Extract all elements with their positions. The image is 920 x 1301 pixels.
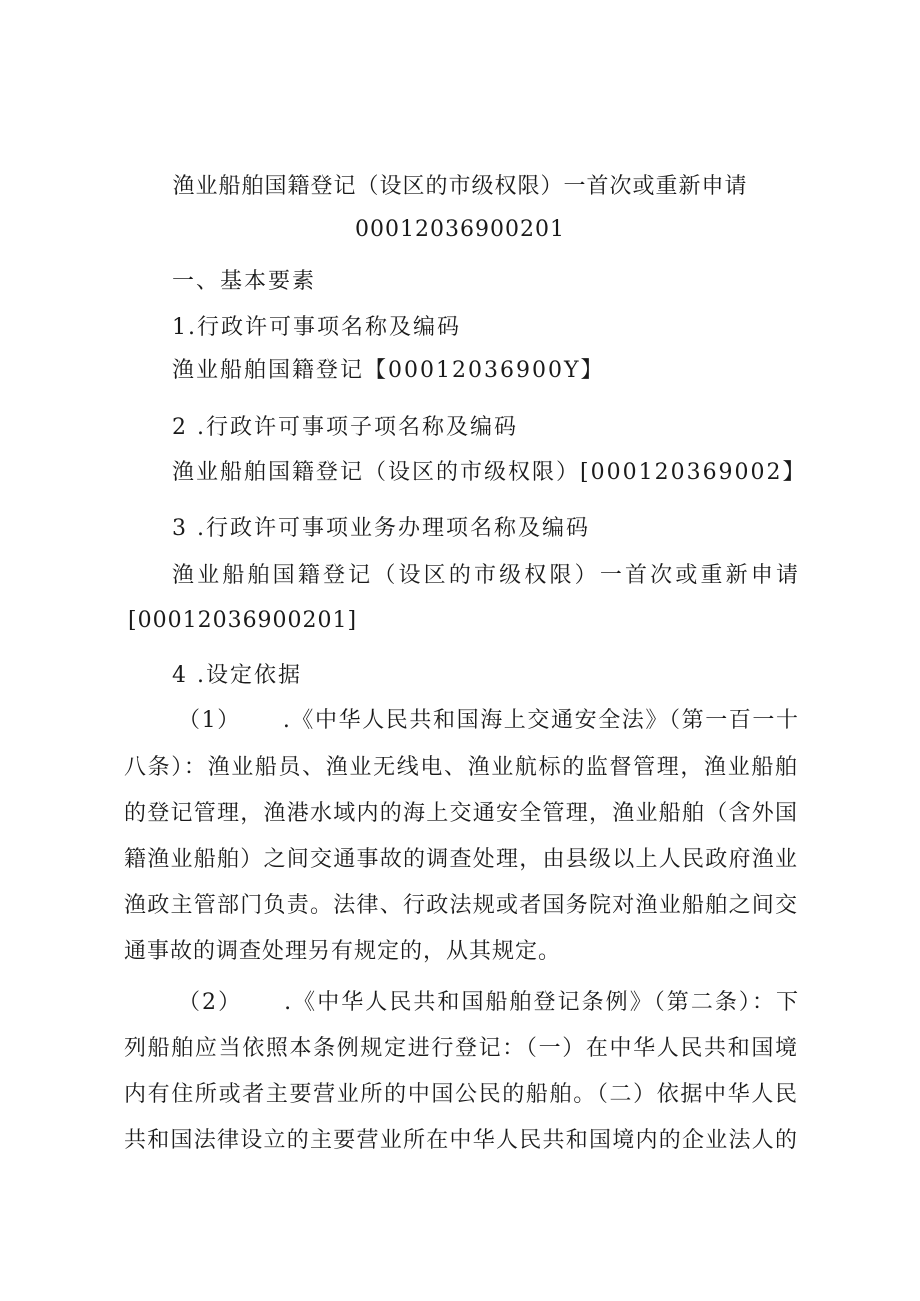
section-heading-basic-elements: 一、基本要素 <box>172 269 317 294</box>
title-line-1: 渔业船舶国籍登记（设区的市级权限）一首次或重新申请 <box>172 174 748 199</box>
basis1-line-6: 通事故的调查处理另有规定的，从其规定。 <box>124 939 562 964</box>
basis2-line-4: 共和国法律设立的主要营业所在中华人民共和国境内的企业法人的 <box>124 1128 798 1153</box>
basis1-line-1 <box>178 706 798 736</box>
item4-label: 4 .设定依据 <box>172 663 302 688</box>
item3-value-line2: [00012036900201] <box>128 608 358 633</box>
item1-label: 1.行政许可事项名称及编码 <box>172 315 461 340</box>
basis1-line-4: 籍渔业船舶）之间交通事故的调查处理，由县级以上人民政府渔业 <box>124 847 798 872</box>
basis1-line-2: 八条）：渔业船员、渔业无线电、渔业航标的监督管理，渔业船舶 <box>124 755 798 780</box>
item2-label: 2 .行政许可事项子项名称及编码 <box>172 415 518 440</box>
item1-value: 渔业船舶国籍登记【00012036900Y】 <box>172 358 605 383</box>
basis1-line-3: 的登记管理，渔港水域内的海上交通安全管理，渔业船舶（含外国 <box>124 801 798 826</box>
item2-value: 渔业船舶国籍登记（设区的市级权限）[000120369002】 <box>172 460 807 485</box>
basis1-number: （1） <box>178 708 241 733</box>
basis2-text-start: .《中华人民共和国船舶登记条例》（第二条）：下 <box>284 990 798 1015</box>
item3-value-line1: 渔业船舶国籍登记（设区的市级权限）一首次或重新申请 <box>172 563 798 588</box>
basis2-line-3: 内有住所或者主要营业所的中国公民的船舶。（二）依据中华人民 <box>124 1082 798 1107</box>
basis1-text-start: .《中华人民共和国海上交通安全法》（第一百一十 <box>282 708 799 733</box>
basis2-line-2: 列船舶应当依照本条例规定进行登记：（一）在中华人民共和国境 <box>124 1036 798 1061</box>
basis2-line-1 <box>178 988 798 1018</box>
basis1-line-5: 渔政主管部门负责。法律、行政法规或者国务院对渔业船舶之间交 <box>124 893 798 918</box>
title-code: 00012036900201 <box>355 217 565 242</box>
item3-label: 3 .行政许可事项业务办理项名称及编码 <box>172 516 590 541</box>
basis2-number: （2） <box>178 990 243 1015</box>
